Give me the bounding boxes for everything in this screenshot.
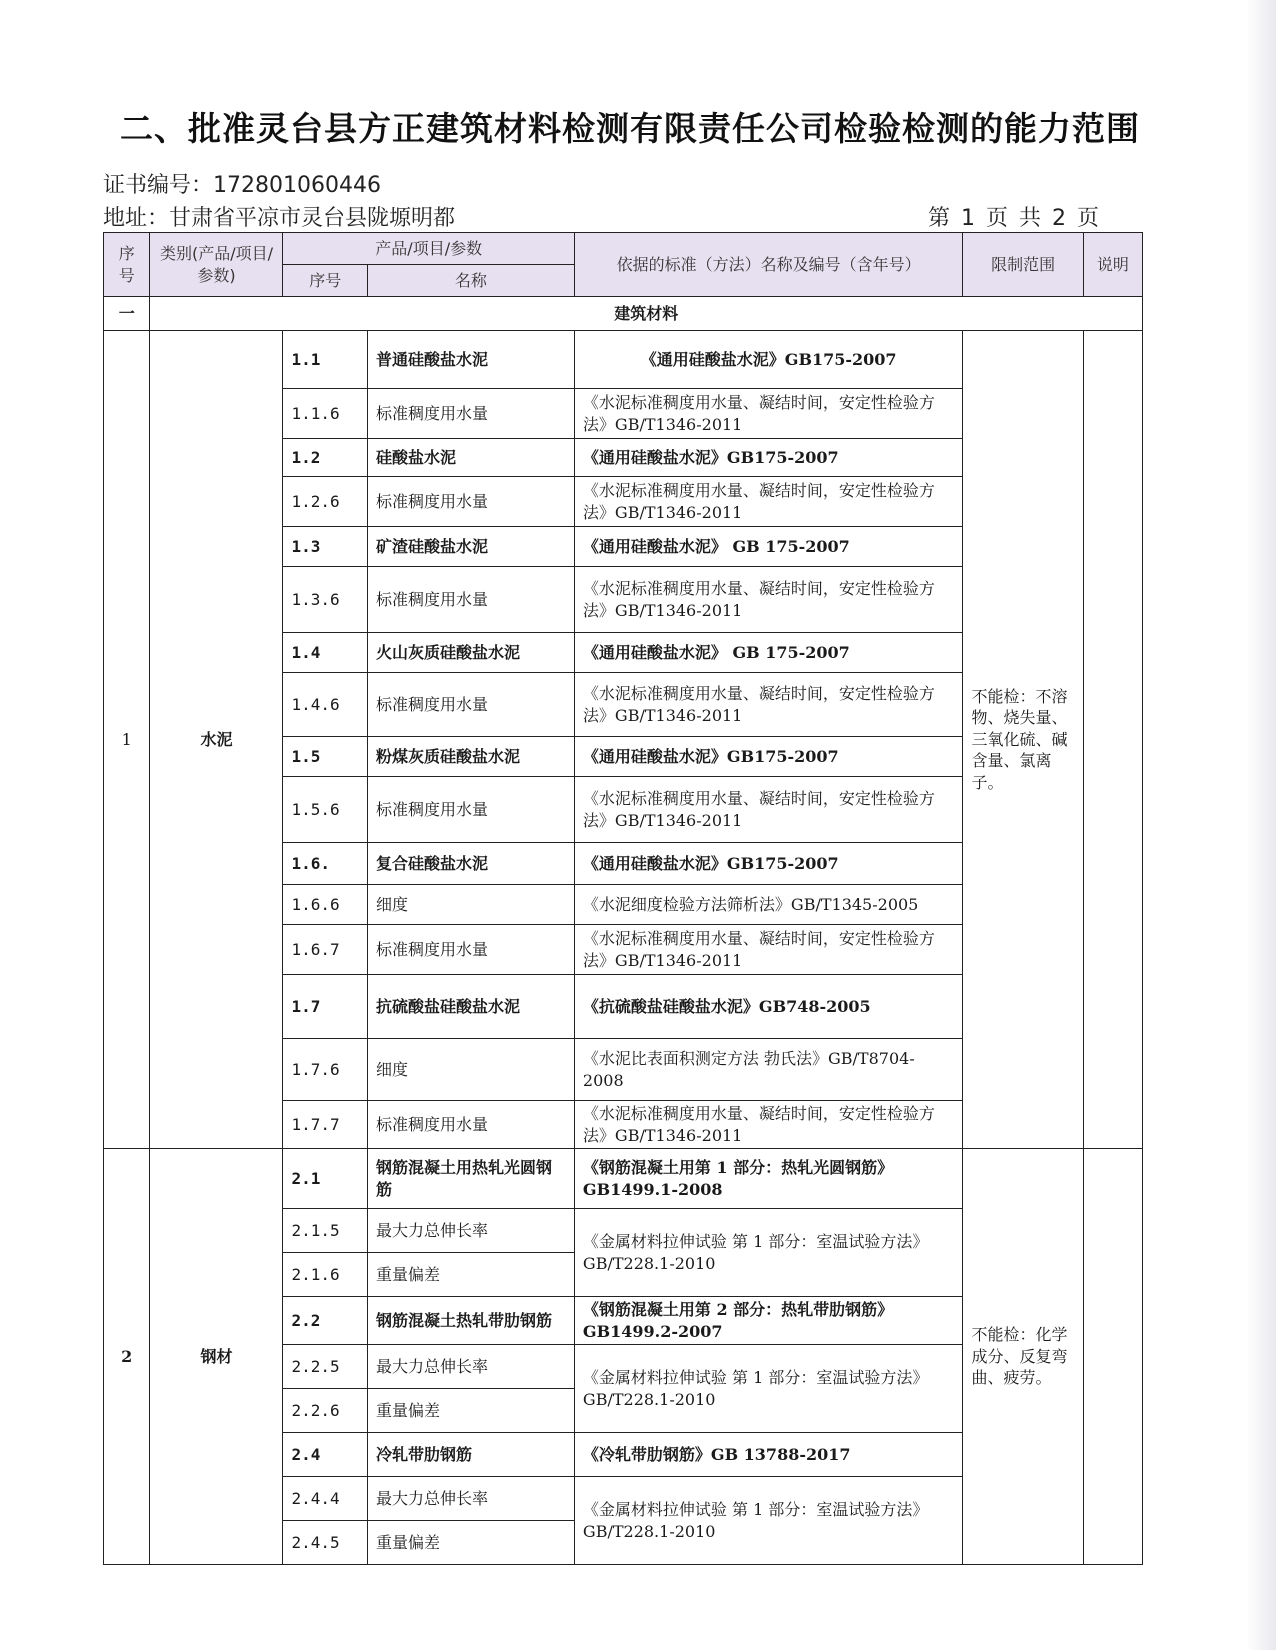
header-row [104,233,1143,265]
item-standard: 《通用硅酸盐水泥》 GB 175-2007 [574,527,963,567]
item-no: 1.5.6 [283,777,367,843]
item-name: 重量偏差 [367,1521,574,1565]
item-no: 1.6.6 [283,885,367,925]
item-standard: 《通用硅酸盐水泥》GB175-2007 [574,331,963,389]
header-seq: 序号 [104,233,150,297]
limit-range: 不能检：化学成分、反复弯曲、疲劳。 [963,1149,1083,1565]
item-name: 复合硅酸盐水泥 [367,843,574,885]
item-standard: 《通用硅酸盐水泥》GB175-2007 [574,843,963,885]
item-no: 1.3.6 [283,567,367,633]
item-name: 硅酸盐水泥 [367,439,574,477]
item-name: 标准稠度用水量 [367,1101,574,1149]
item-standard: 《水泥标准稠度用水量、凝结时间，安定性检验方法》GB/T1346-2011 [574,1101,963,1149]
item-no: 2.2.6 [283,1389,367,1433]
item-name: 粉煤灰质硅酸盐水泥 [367,737,574,777]
item-standard: 《钢筋混凝土用第 2 部分：热轧带肋钢筋》GB1499.2-2007 [574,1297,963,1345]
item-no: 2.2 [283,1297,367,1345]
header-note: 说明 [1083,233,1142,297]
item-name: 最大力总伸长率 [367,1345,574,1389]
item-standard: 《水泥标准稠度用水量、凝结时间，安定性检验方法》GB/T1346-2011 [574,567,963,633]
item-name: 标准稠度用水量 [367,477,574,527]
item-name: 标准稠度用水量 [367,389,574,439]
item-standard: 《水泥标准稠度用水量、凝结时间，安定性检验方法》GB/T1346-2011 [574,925,963,975]
item-name: 最大力总伸长率 [367,1209,574,1253]
item-standard: 《金属材料拉伸试验 第 1 部分：室温试验方法》GB/T228.1-2010 [574,1209,963,1297]
item-no: 1.2.6 [283,477,367,527]
item-no: 2.1.6 [283,1253,367,1297]
page-indicator: 第 1 页 共 2 页 [928,206,1101,231]
item-no: 2.4.4 [283,1477,367,1521]
item-name: 钢筋混凝土用热轧光圆钢筋 [367,1149,574,1209]
item-no: 1.7.6 [283,1039,367,1101]
item-no: 2.2.5 [283,1345,367,1389]
category-name: 水泥 [150,331,283,1149]
item-no: 2.4.5 [283,1521,367,1565]
header-product-group: 产品/项目/参数 [283,233,574,265]
page-title: 二、批准灵台县方正建筑材料检测有限责任公司检验检测的能力范围 [120,109,1140,148]
item-standard: 《水泥标准稠度用水量、凝结时间，安定性检验方法》GB/T1346-2011 [574,477,963,527]
section-row [104,297,1143,331]
limit-range: 不能检：不溶物、烧失量、三氧化硫、碱含量、氯离子。 [963,331,1083,1149]
item-no: 1.1.6 [283,389,367,439]
header-sub-no: 序号 [283,265,367,297]
item-name: 细度 [367,1039,574,1101]
item-no: 1.1 [283,331,367,389]
address: 地址：甘肃省平凉市灵台县陇塬明都 [103,206,456,231]
item-no: 1.7 [283,975,367,1039]
item-standard: 《钢筋混凝土用第 1 部分：热轧光圆钢筋》GB1499.1-2008 [574,1149,963,1209]
certificate-number: 证书编号：172801060446 [103,173,381,198]
item-no: 2.1.5 [283,1209,367,1253]
item-no: 1.6.7 [283,925,367,975]
item-name: 重量偏差 [367,1389,574,1433]
note-cell [1083,331,1142,1149]
item-standard: 《水泥比表面积测定方法 勃氏法》GB/T8704-2008 [574,1039,963,1101]
item-name: 火山灰质硅酸盐水泥 [367,633,574,673]
item-name: 标准稠度用水量 [367,567,574,633]
item-name: 重量偏差 [367,1253,574,1297]
item-standard: 《金属材料拉伸试验 第 1 部分：室温试验方法》GB/T228.1-2010 [574,1345,963,1433]
item-no: 2.4 [283,1433,367,1477]
item-name: 标准稠度用水量 [367,925,574,975]
item-no: 1.3 [283,527,367,567]
table-row [104,1149,1143,1209]
header-limit: 限制范围 [963,233,1083,297]
scan-edge-shadow [1246,0,1276,1650]
note-cell [1083,1149,1142,1565]
header-sub-name: 名称 [367,265,574,297]
item-name: 钢筋混凝土热轧带肋钢筋 [367,1297,574,1345]
item-standard: 《水泥标准稠度用水量、凝结时间，安定性检验方法》GB/T1346-2011 [574,777,963,843]
item-standard: 《水泥标准稠度用水量、凝结时间，安定性检验方法》GB/T1346-2011 [574,389,963,439]
item-standard: 《水泥标准稠度用水量、凝结时间，安定性检验方法》GB/T1346-2011 [574,673,963,737]
item-no: 2.1 [283,1149,367,1209]
item-no: 1.4 [283,633,367,673]
table-row [104,331,1143,389]
item-standard: 《通用硅酸盐水泥》GB175-2007 [574,737,963,777]
item-name: 标准稠度用水量 [367,673,574,737]
item-name: 矿渣硅酸盐水泥 [367,527,574,567]
category-index: 1 [104,331,150,1149]
item-no: 1.4.6 [283,673,367,737]
item-name: 最大力总伸长率 [367,1477,574,1521]
item-name: 细度 [367,885,574,925]
item-name: 冷轧带肋钢筋 [367,1433,574,1477]
category-name: 钢材 [150,1149,283,1565]
header-category: 类别(产品/项目/参数) [150,233,283,297]
category-index: 2 [104,1149,150,1565]
section-name: 建筑材料 [150,297,1143,331]
item-no: 1.2 [283,439,367,477]
item-name: 普通硅酸盐水泥 [367,331,574,389]
item-name: 抗硫酸盐硅酸盐水泥 [367,975,574,1039]
item-no: 1.6. [283,843,367,885]
item-no: 1.5 [283,737,367,777]
item-standard: 《通用硅酸盐水泥》GB175-2007 [574,439,963,477]
capability-scope-table [103,232,1143,1565]
item-name: 标准稠度用水量 [367,777,574,843]
item-standard: 《通用硅酸盐水泥》 GB 175-2007 [574,633,963,673]
item-no: 1.7.7 [283,1101,367,1149]
item-standard: 《冷轧带肋钢筋》GB 13788-2017 [574,1433,963,1477]
item-standard: 《金属材料拉伸试验 第 1 部分：室温试验方法》GB/T228.1-2010 [574,1477,963,1565]
header-standard: 依据的标准（方法）名称及编号（含年号） [574,233,963,297]
item-standard: 《抗硫酸盐硅酸盐水泥》GB748-2005 [574,975,963,1039]
section-index: 一 [104,297,150,331]
item-standard: 《水泥细度检验方法筛析法》GB/T1345-2005 [574,885,963,925]
